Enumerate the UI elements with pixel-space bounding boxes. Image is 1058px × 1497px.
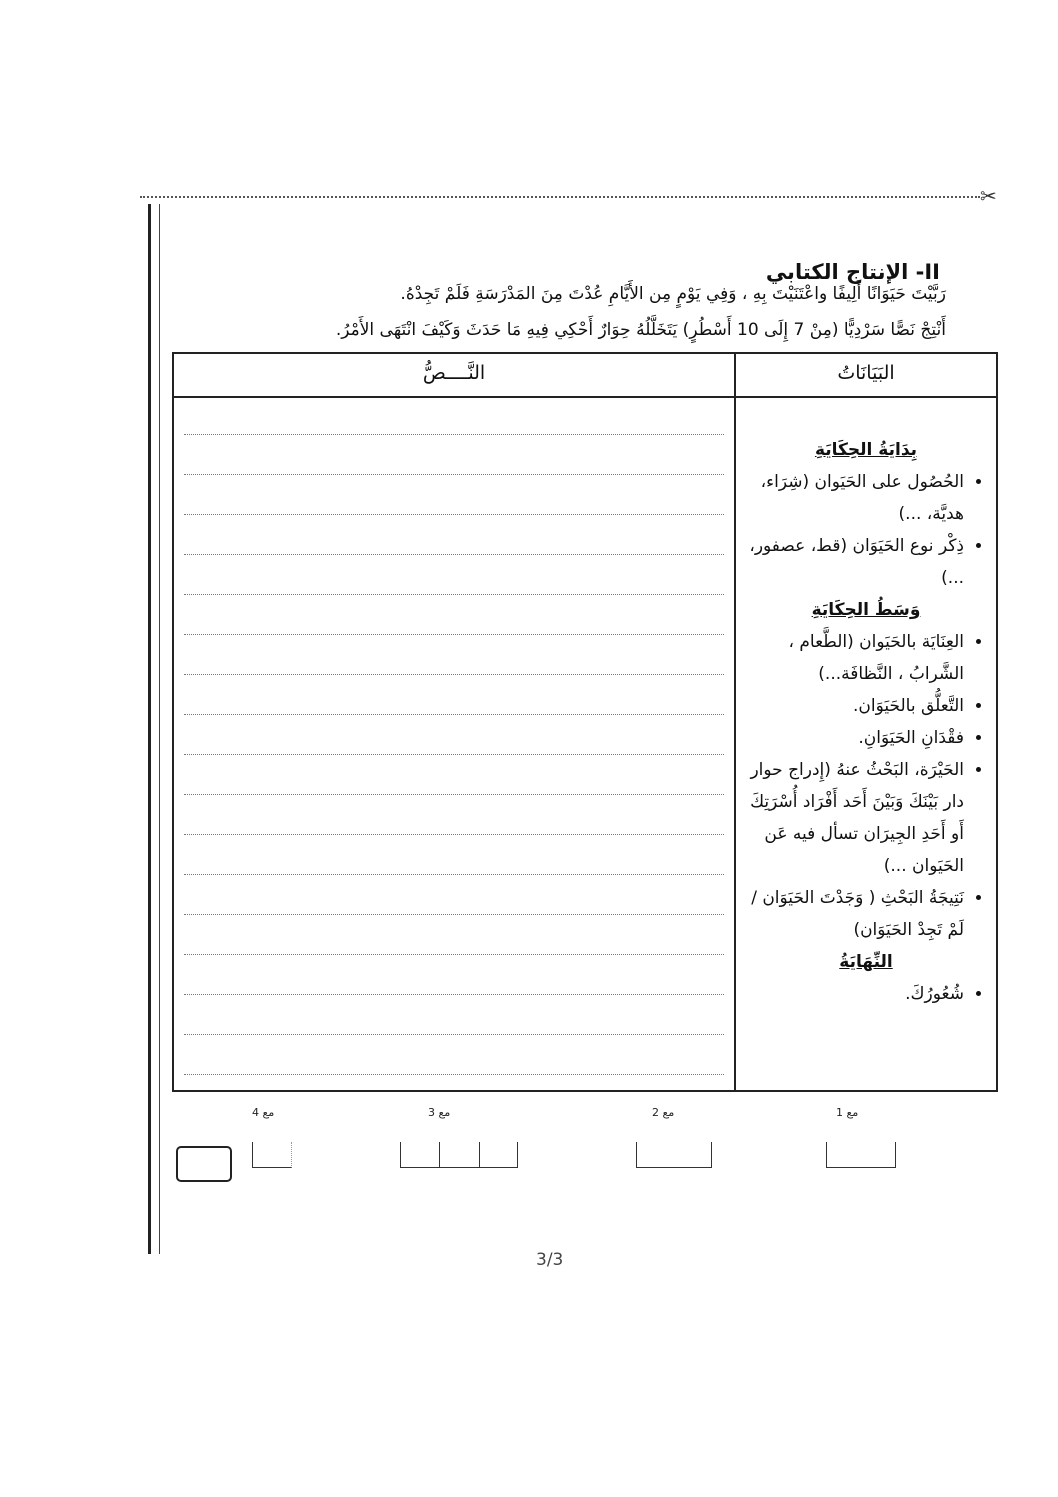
criterion-4-score[interactable] (252, 1142, 292, 1168)
writing-line[interactable] (184, 714, 724, 715)
cut-line (140, 196, 980, 198)
writing-table (172, 352, 998, 1092)
end-list (746, 978, 986, 1010)
section-title: II- الإنتاج الكتابي (765, 260, 940, 284)
score-divider (479, 1142, 480, 1167)
writing-line[interactable] (184, 634, 724, 635)
list-item: • الحُصُول على الحَيَوان (شِرَاء، هديَّة، ...) (746, 466, 964, 530)
writing-line[interactable] (184, 554, 724, 555)
criterion-2-label: مع 2 (652, 1106, 675, 1119)
end-heading: النِّهَايَةُ (839, 952, 893, 972)
start-list (746, 466, 986, 594)
writing-line[interactable] (184, 794, 724, 795)
score-divider (439, 1142, 440, 1167)
list-item: • فقْدَانِ الحَيَوَانِ. (746, 722, 964, 754)
criterion-3-score[interactable] (400, 1142, 518, 1168)
criterion-3-label: مع 3 (428, 1106, 451, 1119)
criterion-2-score[interactable] (636, 1142, 712, 1168)
instruction-line-2: أَنْتِجْ نَصًّا سَرْدِيًّا (مِنْ 7 إِلَى 10 أَسْطُرٍ) يَتَخَلَّلُهُ حِوَارٌ أَحْكِي فِيهِ مَا حَدَثَ وَكَيْفَ انْتَهَى الأَمْرُ. (335, 320, 946, 340)
writing-line[interactable] (184, 914, 724, 915)
scissors-icon: ✂ (980, 184, 997, 208)
list-item: • العِنَايَة بالحَيَوان (الطَّعام ، الشَّرابُ ، النَّظافَة...) (746, 626, 964, 690)
writing-line[interactable] (184, 474, 724, 475)
writing-line[interactable] (184, 954, 724, 955)
list-item: • التَّعلُّق بالحَيَوَان. (746, 690, 964, 722)
start-heading: بِدَايَةُ الحِكَايَةِ (814, 440, 918, 460)
writing-line[interactable] (184, 834, 724, 835)
data-column (746, 434, 986, 1010)
writing-line[interactable] (184, 434, 724, 435)
writing-line[interactable] (184, 754, 724, 755)
middle-heading: وَسَطُ الحِكَايَةِ (811, 600, 921, 620)
writing-line[interactable] (184, 1034, 724, 1035)
writing-line[interactable] (184, 994, 724, 995)
writing-line[interactable] (184, 674, 724, 675)
page-number: 3/3 (536, 1250, 564, 1270)
writing-line[interactable] (184, 874, 724, 875)
writing-line[interactable] (184, 594, 724, 595)
column-divider (734, 354, 736, 1090)
instruction-line-1: رَبَّيْتَ حَيَوَانًا أَلِيفًا واعْتَنَيْتَ بِهِ ، وَفِي يَوْمٍ مِن الأَيَّامِ عُدْتَ مِنَ المَدْرَسَةِ فَلَمْ تَجِدْهُ. (400, 284, 946, 304)
margin-bar (148, 204, 160, 1254)
list-item: • نَتِيجَةُ البَحْثِ ( وَجَدْتَ الحَيَوَان / لَمْ تَجِدْ الحَيَوَان) (746, 882, 964, 946)
header-data-column: البَيَانَاتُ (837, 362, 895, 384)
list-item: • الحَيْرَة، البَحْثُ عنهُ (إِدراج حوار دار بَيْنَكَ وَبَيْنَ أَحَد أَفْرَاد أُسْرَتِكَ أَو أَحَدِ الجِيرَان تسأل فيه عَن الحَيَوان ...) (746, 754, 964, 882)
total-score-box[interactable] (176, 1146, 232, 1182)
criterion-4-label: مع 4 (252, 1106, 275, 1119)
list-item: • ذِكْر نوع الحَيَوَان (قط، عصفور، ...) (746, 530, 964, 594)
list-item: • شُعُورُكَ. (746, 978, 964, 1010)
criterion-1-score[interactable] (826, 1142, 896, 1168)
criterion-1-label: مع 1 (836, 1106, 859, 1119)
middle-list (746, 626, 986, 946)
header-text-column: النَّــــصُّ (422, 362, 486, 384)
writing-line[interactable] (184, 514, 724, 515)
writing-line[interactable] (184, 1074, 724, 1075)
